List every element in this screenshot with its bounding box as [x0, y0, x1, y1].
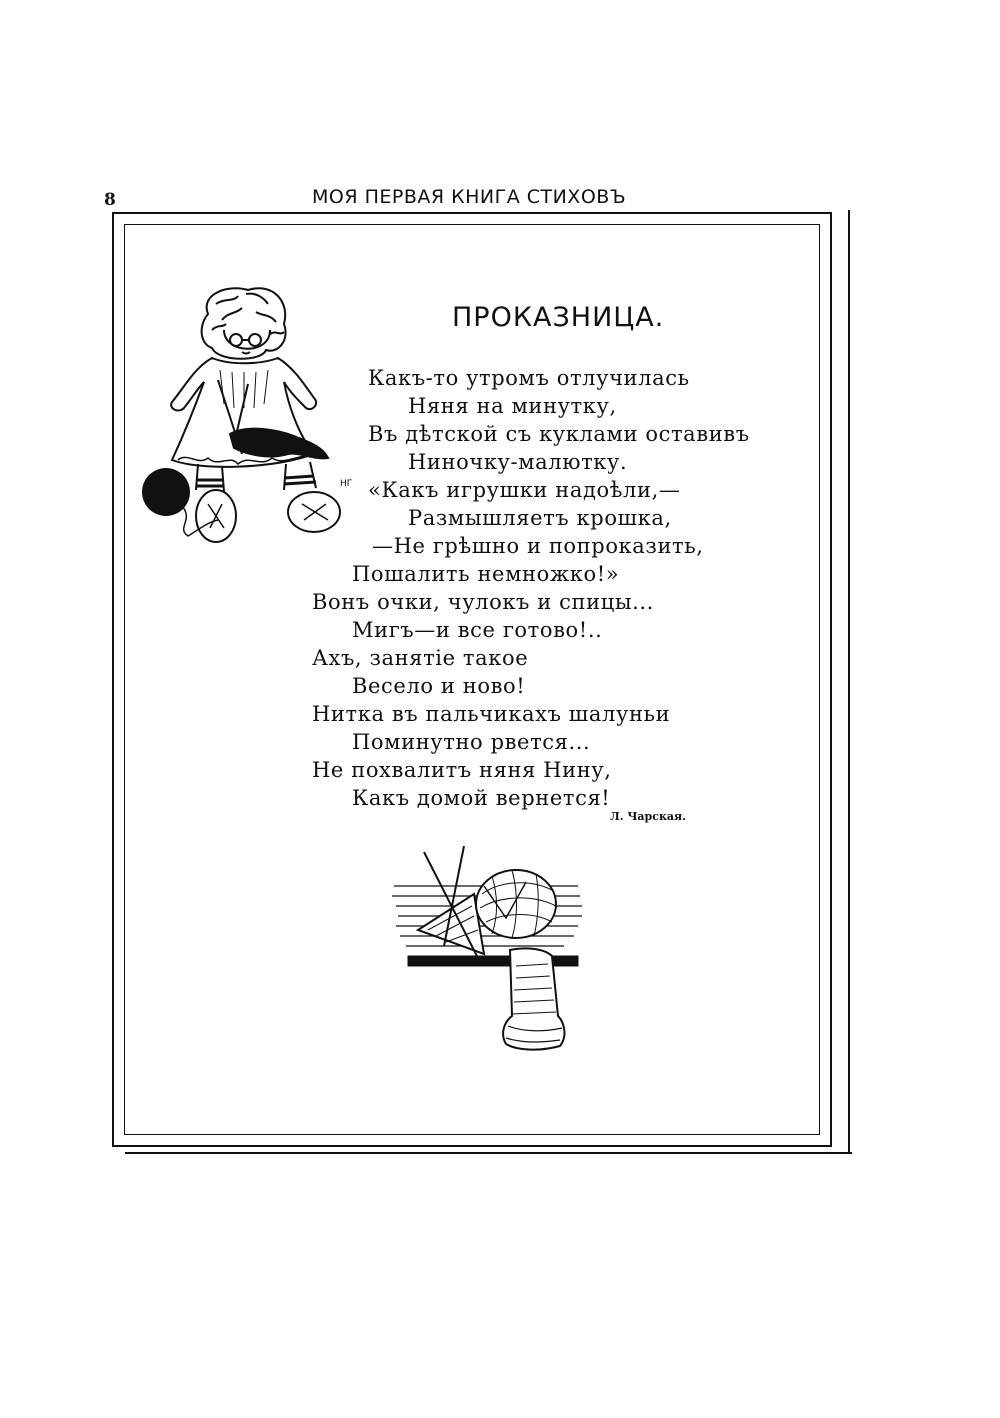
frame-rule-right	[848, 210, 850, 1154]
poem-line: —Не грѣшно и попроказить,	[372, 534, 704, 558]
girl-knitting-illustration	[138, 284, 358, 546]
poem-line: Нитка въ пальчикахъ шалуньи	[312, 702, 671, 726]
poem-line: Размышляетъ крошка,	[408, 506, 672, 530]
poem-line: Не похвалитъ няня Нину,	[312, 758, 612, 782]
poem-line: Поминутно рвется...	[352, 730, 591, 754]
poem-line: Вонъ очки, чулокъ и спицы...	[312, 590, 654, 614]
yarn-and-stocking-illustration	[388, 846, 588, 1058]
running-head: МОЯ ПЕРВАЯ КНИГА СТИХОВЪ	[312, 186, 627, 208]
poem-line: Няня на минутку,	[408, 394, 617, 418]
page-number: 8	[104, 190, 116, 210]
poem-line: «Какъ игрушки надоѣли,—	[368, 478, 681, 502]
poem-line: Мигъ—и все готово!..	[352, 618, 603, 642]
poem-line: Ниночку-малютку.	[408, 450, 628, 474]
poem-title: ПРОКАЗНИЦА.	[452, 302, 665, 333]
poem-line: Какъ домой вернется!	[352, 786, 611, 810]
frame-rule-bottom	[125, 1152, 852, 1154]
poem-line: Какъ-то утромъ отлучилась	[368, 366, 690, 390]
poem-line: Весело и ново!	[352, 674, 526, 698]
poem-line: Пошалить немножко!»	[352, 562, 620, 586]
poem-line: Ахъ, занятіе такое	[312, 646, 529, 670]
poem-author: Л. Чарская.	[610, 810, 686, 823]
illustrator-signature: HГ	[340, 479, 353, 489]
poem-line: Въ дѣтской съ куклами оставивъ	[368, 422, 750, 446]
